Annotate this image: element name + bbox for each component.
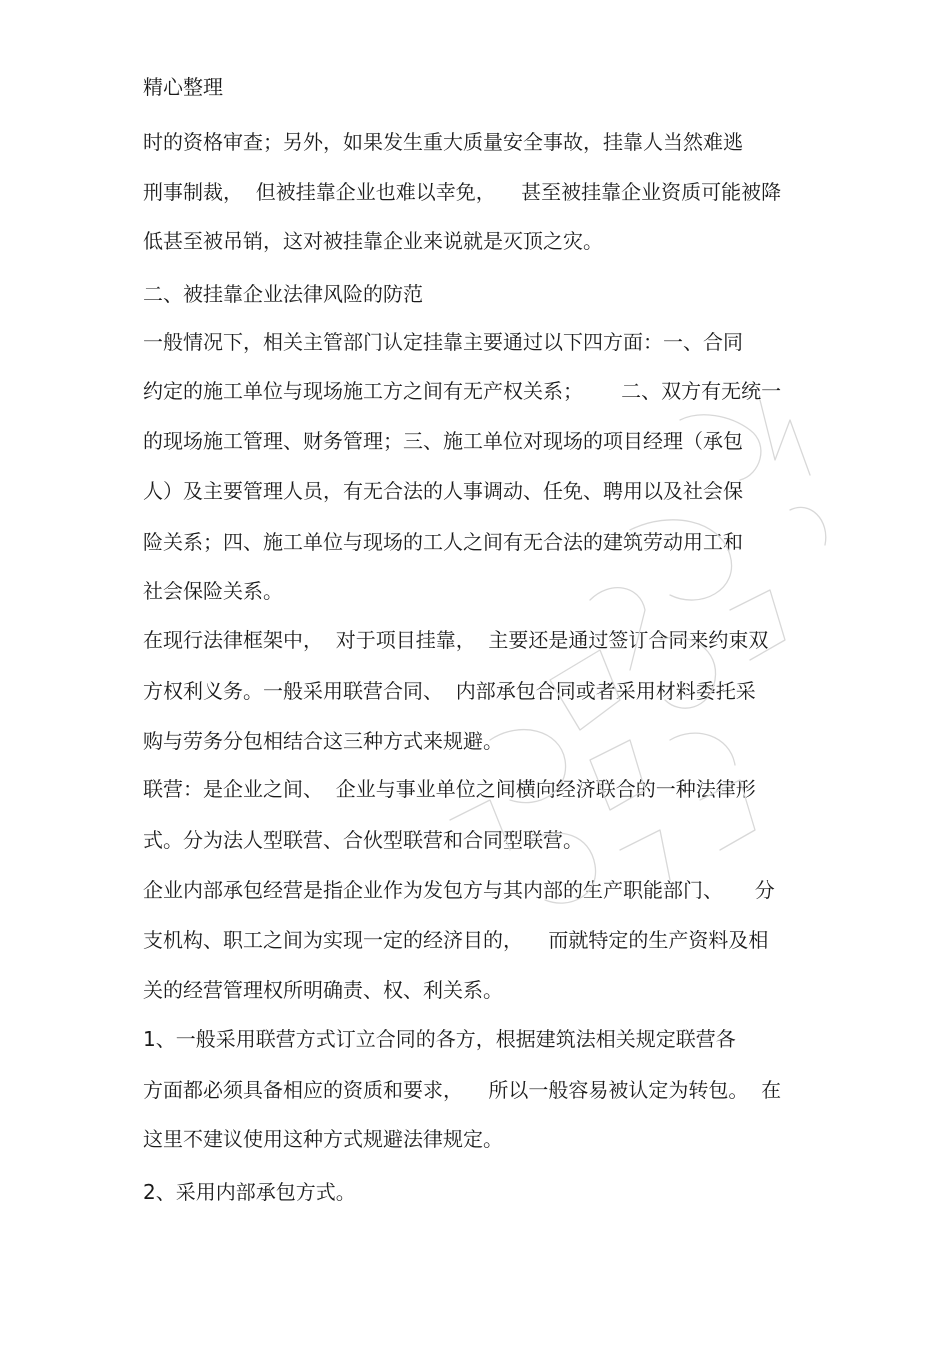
body-line: 时的资格审查；另外，如果发生重大质量安全事故，挂靠人当然难逃 [143,130,743,154]
body-line: 方面都必须具备相应的资质和要求， 所以一般容易被认定为转包。 在 [143,1078,782,1102]
body-line: 在现行法律框架中， 对于项目挂靠， 主要还是通过签订合同来约束双 [143,628,769,652]
body-line: 这里不建议使用这种方式规避法律规定。 [143,1127,503,1151]
body-line: 企业内部承包经营是指企业作为发包方与其内部的生产职能部门、 分 [143,878,775,902]
body-line: 支机构、职工之间为实现一定的经济目的， 而就特定的生产资料及相 [143,928,769,952]
body-line: 约定的施工单位与现场施工方之间有无产权关系； 二、双方有无统一 [143,379,782,403]
body-line: 购与劳务分包相结合这三种方式来规避。 [143,729,503,753]
body-line: 方权利义务。一般采用联营合同、 内部承包合同或者采用材料委托采 [143,679,756,703]
body-line: 关的经营管理权所明确责、权、利关系。 [143,978,503,1002]
body-line: 式。分为法人型联营、合伙型联营和合同型联营。 [143,828,583,852]
body-line: 险关系；四、施工单位与现场的工人之间有无合法的建筑劳动用工和 [143,530,743,554]
page-header: 精心整理 [143,75,223,99]
body-line: 低甚至被吊销，这对被挂靠企业来说就是灭顶之灾。 [143,229,603,253]
body-line: 的现场施工管理、财务管理；三、施工单位对现场的项目经理（承包 [143,429,743,453]
body-line: 一般情况下，相关主管部门认定挂靠主要通过以下四方面：一、合同 [143,330,743,354]
body-line: 1、一般采用联营方式订立合同的各方，根据建筑法相关规定联营各 [143,1027,736,1051]
section-heading: 二、被挂靠企业法律风险的防范 [143,282,423,306]
watermark-graphic [430,380,880,940]
body-line: 人）及主要管理人员，有无合法的人事调动、任免、聘用以及社会保 [143,479,743,503]
body-line: 社会保险关系。 [143,579,283,603]
body-line: 2、采用内部承包方式。 [143,1180,356,1204]
body-line: 联营：是企业之间、 企业与事业单位之间横向经济联合的一种法律形 [143,777,756,801]
body-line: 刑事制裁， 但被挂靠企业也难以幸免， 甚至被挂靠企业资质可能被降 [143,180,782,204]
